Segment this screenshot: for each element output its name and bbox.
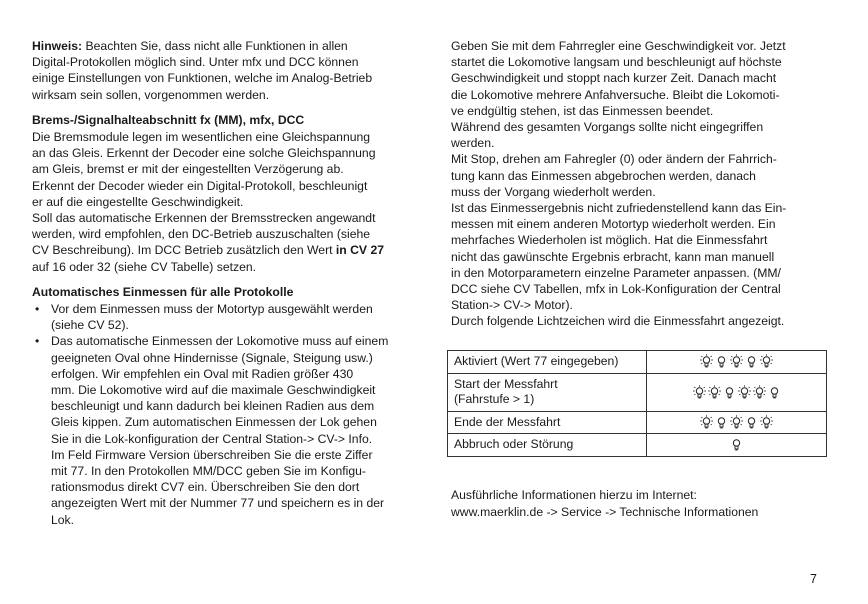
bulb-lit-icon [738, 385, 751, 400]
page-number: 7 [810, 572, 817, 586]
section-heading-einmessen: Automatisches Einmessen für alle Protokolle [32, 284, 294, 299]
bulb-lit-icon [708, 385, 721, 400]
bulb-lit-icon [700, 415, 713, 430]
footer-link[interactable]: www.maerklin.de -> Service -> Technische Informationen [451, 505, 759, 519]
bullet-item: • Vor dem Einmessen muss der Motortyp ausgewählt werden (siehe CV 52). [32, 301, 410, 333]
bulb-lit-icon [693, 385, 706, 400]
light-signal-table [447, 350, 827, 457]
einmessen-bullet-list [32, 301, 410, 528]
section-heading-brems: Brems-/Signalhalteabschnitt fx (MM), mfx, DCC [32, 112, 305, 127]
bulb-lit-icon [700, 354, 713, 369]
brems-paragraph-2: Soll das automatische Erkennen der Bremsstrecken angewandt werden, wird empfohlen, den DC-Betrieb auszuschalten (siehe CV Beschreibung). Im DCC Betrieb zusätzlich den Wert in CV 27 auf 16 oder 32 (siehe CV Tabelle) setzen. [32, 211, 384, 274]
footer-info [451, 487, 831, 521]
light-signal-table-wrapper [447, 350, 827, 457]
footer-line: Ausführliche Informationen hierzu im Internet: [451, 488, 697, 502]
brems-paragraph-1: Die Bremsmodule legen im wesentlichen eine Gleichspannung an das Gleis. Erkennt der Decoder eine solche Gleichspannung am Gleis, bremst er mit der eingestellten Verzögerung ab. Erkennt der Decoder wieder ein Digital-Protokoll, beschleunigt er auf die eingestellte Geschwindigkeit. [32, 130, 376, 209]
bulb-lit-icon [760, 354, 773, 369]
light-pattern [647, 351, 827, 374]
einmessen-procedure-paragraph: Geben Sie mit dem Fahrregler eine Geschwindigkeit vor. Jetzt startet die Lokomotive langsam und beschleunigt auf höchste Geschwindigkeit und stoppt nach kurzer Zeit. Danach macht die Lokomotive mehrere Anfahversuche. Bleibt die Lokomoti- ve endgültig stehen, ist das Einmessen beendet. Während des gesamten Vorgangs sollte nicht eingegriffen werden. Mit Stop, drehen am Fahregler (0) oder ändern der Fahrrich- tung kann das Einmessen abgebrochen werden, danach muss der Vorgang wiederholt werden. Ist das Einmessergebnis nicht zufriedenstellend kann das Ein- messen mit einem anderen Motortyp wiederholt werden. Ein mehrfaches Wiederholen ist möglich. Hat die Einmessfahrt nicht das gawünschte Ergebnis erbracht, kann man manuell in den Motorparametern einzelne Parameter anpassen. (MM/ DCC siehe CV Tabellen, mfx in Lok-Konfiguration der Central Station-> CV-> Motor). Durch folgende Lichtzeichen wird die Einmessfahrt angezeigt. [451, 39, 787, 329]
bulb-off-icon [745, 415, 758, 430]
light-pattern [647, 411, 827, 434]
bulb-lit-icon [730, 354, 743, 369]
light-pattern [647, 373, 827, 411]
row-label: Aktiviert (Wert 77 eingegeben) [448, 351, 647, 374]
table-row [448, 411, 827, 434]
cv27-highlight: in CV 27 [335, 243, 384, 258]
bulb-off-icon [730, 437, 743, 452]
row-label: Abbruch oder Störung [448, 434, 647, 457]
bulb-off-icon [745, 354, 758, 369]
table-row [448, 373, 827, 411]
bulb-lit-icon [730, 415, 743, 430]
bulb-off-icon [715, 415, 728, 430]
bullet-item: • Das automatische Einmessen der Lokomotive muss auf einem geeigneten Oval ohne Hindernisse (Signale, Steigung usw.) erfolgen. Wir empfehlen ein Oval mit Radien größer 430 mm. Die Lokomotive wird auf die maximale Geschwindigkeit beschleunigt und kann dadurch bei kleinen Radien aus dem Gleis kippen. Zum automatischen Einmessen der Lok gehen Sie in die Lok-konfiguration der Central Station-> CV-> Info. Im Feld Firmware Version überschreiben Sie die erste Ziffer mit 77. In den Protokollen MM/DCC geben Sie im Konfigu- rationsmodus direkt CV7 ein. Überschreiben Sie den dort angezeigten Wert mit der Nummer 77 und speichern es in der Lok. [32, 333, 410, 527]
bulb-off-icon [715, 354, 728, 369]
hinweis-label: Hinweis: [32, 39, 83, 53]
left-column [32, 38, 410, 528]
light-pattern [647, 434, 827, 457]
bulb-lit-icon [760, 415, 773, 430]
row-label: Ende der Messfahrt [448, 411, 647, 434]
bulb-off-icon [768, 385, 781, 400]
row-label: Start der Messfahrt (Fahrstufe > 1) [448, 373, 647, 411]
right-column [451, 38, 827, 330]
bulb-lit-icon [753, 385, 766, 400]
table-row [448, 434, 827, 457]
bulb-off-icon [723, 385, 736, 400]
hinweis-paragraph: Hinweis: Beachten Sie, dass nicht alle Funktionen in allen Digital-Protokollen möglich sind. Unter mfx und DCC können einige Einstellungen von Funktionen, welche im Analog-Betrieb wirksam sein sollen, vorgenommen werden. [32, 39, 373, 102]
table-row [448, 351, 827, 374]
